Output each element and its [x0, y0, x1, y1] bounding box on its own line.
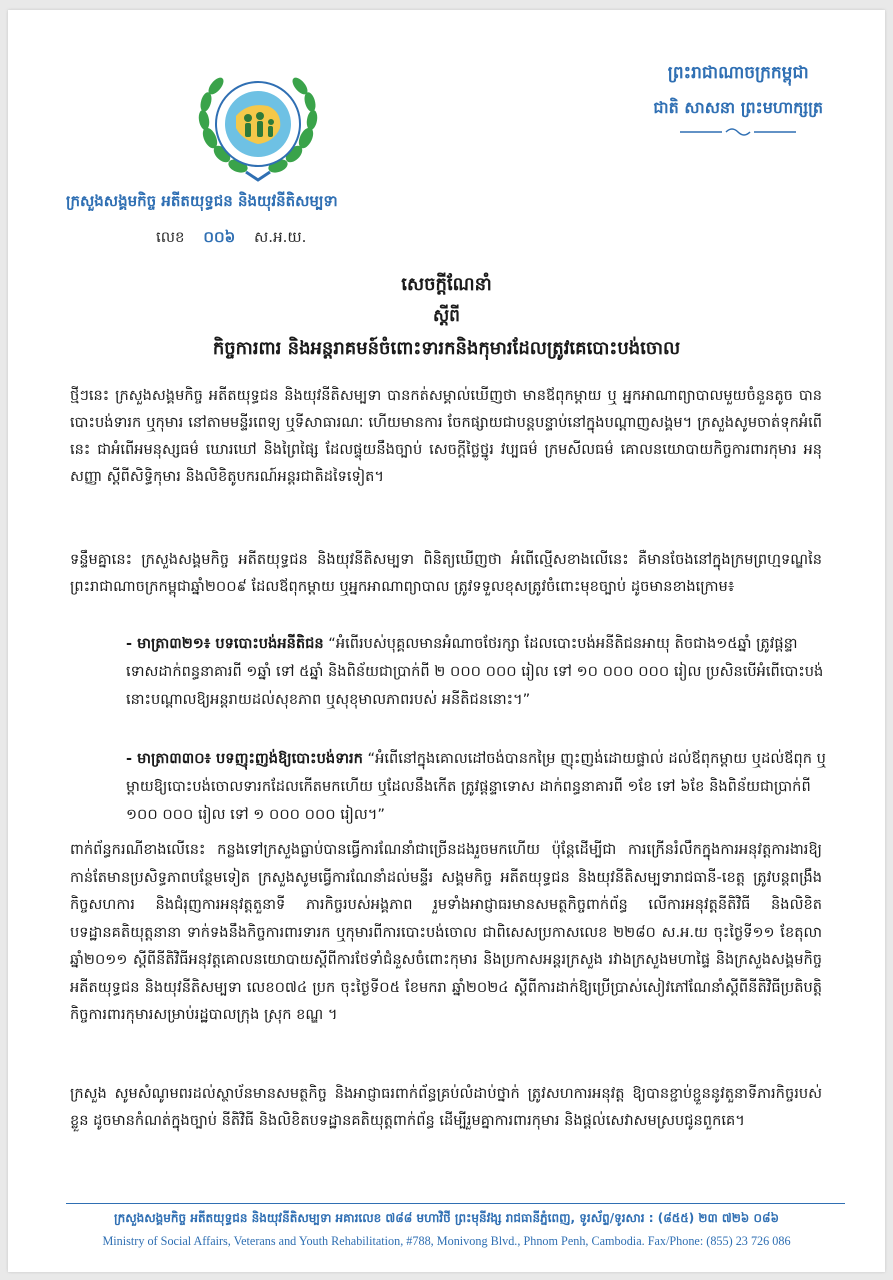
ref-label: លេខ: [156, 228, 185, 246]
article-321-label: - មាត្រា៣២១៖ បទបោះបង់អនីតិជន: [126, 635, 324, 652]
ref-number: ០០៦: [203, 228, 236, 246]
reference-number-line: [156, 228, 320, 250]
ornament-divider: [678, 125, 798, 139]
document-page: [8, 10, 885, 1272]
footer-address-english: Ministry of Social Affairs, Veterans and Youth Rehabilitation, #788, Monivong Blvd., Phnom Penh, Cambodia. Fax/Phone: (855) 23 726 086: [102, 1234, 791, 1248]
kingdom-name: ព្រះរាជាណាចក្រកម្ពុជា: [667, 63, 809, 83]
article-330-text: “អំពើនៅក្នុងគោលដៅចង់បានកម្រៃ ញុះញង់ដោយផ្ទាល់ ដល់ឪពុកម្តាយ ឬដល់ឪពុក ឬម្តាយឱ្យបោះបង់ចោលទារកដែលកើតមកហើយ ឬដែលនឹងកើត ត្រូវផ្តន្ទាទោស ដាក់ពន្ធនាគារពី ១ខែ ទៅ ៦ខែ និងពិន័យជាប្រាក់ពី ១០០ ០០០ រៀល ទៅ ១ ០០០ ០០០ រៀល។”: [126, 750, 826, 823]
article-330: [126, 745, 826, 829]
paragraph-1: ថ្មីៗនេះ ក្រសួងសង្គមកិច្ច អតីតយុទ្ធជន និងយុវនីតិសម្បទា បានកត់សម្គាល់ឃើញថា មានឪពុកម្តាយ ឬ អ្នកអាណាព្យាបាលមួយចំនួនតូច បានបោះបង់ទារក ឬកុមារ នៅតាមមន្ទីរពេទ្យ ឬទីសាធារណៈ ហើយមានការ ចែកផ្សាយជាបន្តបន្ទាប់នៅក្នុងបណ្តាញសង្គម។ ក្រសួងសូមចាត់ទុកអំពើនេះ ជាអំពើអមនុស្សធម៌ ឃោរឃៅ និងព្រៃផ្សៃ ដែលផ្ទុយនឹងច្បាប់ សេចក្តីថ្លៃថ្នូរ វប្បធម៌ ក្រមសីលធម៌ គោលនយោបាយកិច្ចការពារកុមារ អនុសញ្ញា ស្តីពីសិទ្ធិកុមារ និងលិខិតូបករណ៍អន្តរជាតិដទៃទៀត។: [70, 387, 822, 485]
article-330-label: - មាត្រា៣៣០៖ បទញុះញង់ឱ្យបោះបង់ទារក: [126, 750, 363, 767]
paragraph-4: ក្រសួង សូមសំណូមពរដល់ស្ថាប័នមានសមត្ថកិច្ច និងអាជ្ញាធរពាក់ព័ន្ធគ្រប់លំដាប់ថ្នាក់ ត្រូវសហការអនុវត្ត ឱ្យបានខ្ជាប់ខ្ជួននូវតួនាទីភារកិច្ចរបស់ខ្លួន ដូចមានកំណត់ក្នុងច្បាប់ នីតិវិធី និងលិខិតបទដ្ឋានគតិយុត្តពាក់ព័ន្ធ ដើម្បីរួមគ្នាការពារកុមារ និងផ្តល់សេវាសមស្របជូនពួកគេ។: [70, 1085, 822, 1129]
nation-religion-king: ជាតិ សាសនា ព្រះមហាក្សត្រ: [653, 98, 823, 117]
footer-divider: [66, 1203, 845, 1204]
ministry-name: ក្រសួងសង្គមកិច្ច អតីតយុទ្ធជន និងយុវនីតិសម្បទា: [66, 192, 338, 210]
title-line-1: សេចក្តីណែនាំ: [401, 274, 492, 295]
title-line-3: កិច្ចការពារ និងអន្តរាគមន៍ចំពោះទារកនិងកុមារដែលត្រូវគេបោះបង់ចោល: [212, 338, 681, 359]
article-321: [126, 630, 826, 714]
ministry-logo: [188, 68, 328, 188]
paragraph-2: ទន្ទឹមគ្នានេះ ក្រសួងសង្គមកិច្ច អតីតយុទ្ធជន និងយុវនីតិសម្បទា ពិនិត្យឃើញថា អំពើល្មើសខាងលើនេះ គឺមានចែងនៅក្នុងក្រមព្រហ្មទណ្ឌនៃព្រះរាជាណាចក្រកម្ពុជាឆ្នាំ២០០៩ ដែលឪពុកម្តាយ ឬអ្នកអាណាព្យាបាល ត្រូវទទួលខុសត្រូវចំពោះមុខច្បាប់ ដូចមានខាងក្រោម៖: [70, 551, 822, 595]
title-line-2: ស្តីពី: [433, 306, 460, 326]
kingdom-motto: [653, 62, 823, 143]
ref-suffix: ស.អ.យ.: [254, 228, 307, 246]
paragraph-3: ពាក់ព័ន្ធករណីខាងលើនេះ កន្លងទៅក្រសួងធ្លាប់បានធ្វើការណែនាំជាច្រើនដងរួចមកហើយ ប៉ុន្តែដើម្បីជា ការក្រើនរំលឹកក្នុងការអនុវត្តការងារឱ្យកាន់តែមានប្រសិទ្ធភាពបន្ថែមទៀត ក្រសួងសូមធ្វើការណែនាំដល់មន្ទីរ សង្គមកិច្ច អតីតយុទ្ធជន និងយុវនីតិសម្បទារាជធានី-ខេត្ត ត្រូវបន្តពង្រឹងកិច្ចសហការ និងជំរុញការអនុវត្តតួនាទី ភារកិច្ចរបស់អង្គភាព រួមទាំងអាជ្ញាធរមានសមត្ថកិច្ចពាក់ព័ន្ធ លើការអនុវត្តនីតិវិធី និងលិខិតបទដ្ឋានគតិយុត្តនានា ទាក់ទងនឹងកិច្ចការពារទារក ឬកុមារពីការបោះបង់ចោល ជាពិសេសប្រកាសលេខ ២២៨០ ស.អ.យ ចុះថ្ងៃទី១១ ខែតុលា ឆ្នាំ២០១១ ស្តីពីនីតិវិធីអនុវត្តគោលនយោបាយស្តីពីការថែទាំជំនួសចំពោះកុមារ និងប្រកាសអន្តរក្រសួង រវាងក្រសួងមហាផ្ទៃ និងក្រសួងសង្គមកិច្ច អតីតយុទ្ធជន និងយុវនីតិសម្បទា លេខ០៧៤ ប្រក ចុះថ្ងៃទី០៥ ខែមករា ឆ្នាំ២០២៤ ស្តីពីការដាក់ឱ្យប្រើប្រាស់សៀវភៅណែនាំស្តីពីនីតិវិធីប្រតិបត្តិកិច្ចការពារកុមារសម្រាប់រដ្ឋបាលក្រុង ស្រុក ខណ្ឌ ។: [70, 841, 822, 1023]
article-321-text: “អំពើរបស់បុគ្គលមានអំណាចថែរក្សា ដែលបោះបង់អនីតិជនអាយុ តិចជាង១៥ឆ្នាំ ត្រូវផ្តន្ទាទោសដាក់ពន្ធនាគារពី ១ឆ្នាំ ទៅ ៥ឆ្នាំ និងពិន័យជាប្រាក់ពី ២ ០០០ ០០០ រៀល ទៅ ១០ ០០០ ០០០ រៀល ប្រសិនបើអំពើបោះបង់នោះបណ្តាលឱ្យអន្តរាយដល់សុខភាព ឬសុខុមាលភាពរបស់ អនីតិជននោះ។”: [126, 635, 824, 708]
document-title: [8, 272, 885, 363]
footer-address-khmer: ក្រសួងសង្គមកិច្ច អតីតយុទ្ធជន និងយុវនីតិសម្បទា អគារលេខ ៧៨៨ មហាវិថី ព្រះមុនីវង្ស រាជធានីភ្នំពេញ, ទូរស័ព្ទ/ទូរសារ : (៨៥៥) ២៣ ៧២៦ ០៨៦: [114, 1211, 779, 1225]
